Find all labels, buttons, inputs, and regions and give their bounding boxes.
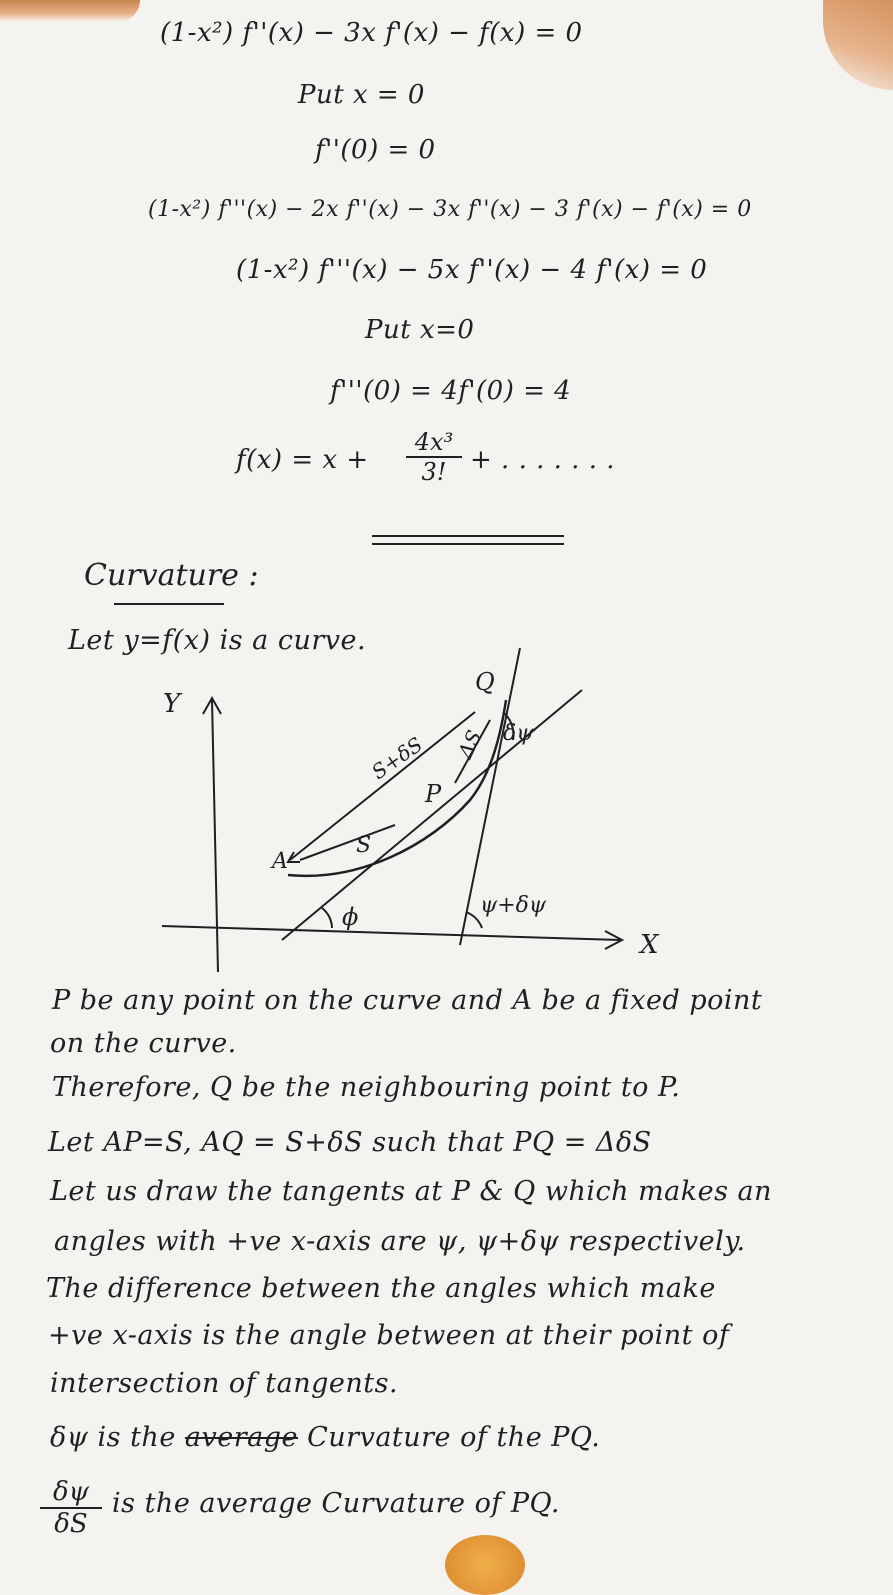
- angle-phi-label: ϕ: [342, 903, 359, 931]
- angle-psi-dpsi-label: ψ+δψ: [480, 893, 547, 918]
- put-x-zero-2: Put x=0: [365, 315, 475, 345]
- equation-3: (1-x²) f'''(x) − 5x f''(x) − 4 f'(x) = 0: [236, 255, 708, 285]
- body-line-10-end: Curvature of the PQ.: [307, 1422, 601, 1453]
- series-rhs: + . . . . . . .: [470, 445, 615, 475]
- equation-2: (1-x²) f'''(x) − 2x f''(x) − 3x f''(x) − 3 f'(x) − f'(x) = 0: [148, 197, 752, 222]
- point-q-label: Q: [475, 668, 495, 696]
- body-line-5: Let us draw the tangents at P & Q which makes an: [50, 1176, 773, 1207]
- equation-1: (1-x²) f''(x) − 3x f'(x) − f(x) = 0: [160, 18, 583, 48]
- body-line-3: Therefore, Q be the neighbouring point to P.: [52, 1072, 681, 1103]
- arc-s-arrow: [300, 825, 395, 860]
- angle-phi-arc: [322, 908, 332, 928]
- series-denominator: 3!: [421, 458, 447, 486]
- point-p-label: P: [425, 780, 442, 808]
- result-2: f'''(0) = 4f'(0) = 4: [330, 376, 572, 406]
- body-line-8: +ve x-axis is the angle between at their point of: [48, 1320, 730, 1351]
- point-a-label: A: [272, 849, 288, 874]
- x-axis-label: X: [640, 930, 659, 960]
- result-1: f''(0) = 0: [315, 135, 436, 165]
- x-axis: [162, 926, 620, 940]
- body-line-10-start: δψ is the: [50, 1422, 176, 1453]
- body-line-7: The difference between the angles which make: [46, 1273, 716, 1304]
- intro-text: Let y=f(x) is a curve.: [68, 625, 367, 656]
- arc-s-ds-label: S+δS: [367, 732, 427, 785]
- fraction-numerator: δψ: [40, 1477, 102, 1509]
- body-line-2: on the curve.: [50, 1028, 237, 1059]
- y-axis: [212, 700, 218, 972]
- struck-word: average: [184, 1422, 299, 1453]
- y-axis-label: Y: [163, 689, 181, 719]
- average-curvature-fraction: [40, 1477, 102, 1539]
- curve: [288, 700, 506, 876]
- arc-s-label: S: [356, 833, 372, 858]
- put-x-zero-1: Put x = 0: [298, 80, 425, 110]
- angle-dpsi-label: δψ: [503, 721, 534, 746]
- series-numerator: 4x³: [406, 428, 462, 458]
- body-line-1: P be any point on the curve and A be a fixed point: [52, 985, 763, 1016]
- body-line-4: Let AP=S, AQ = S+δS such that PQ = ΔδS: [48, 1127, 652, 1158]
- body-line-11: is the average Curvature of PQ.: [112, 1488, 560, 1519]
- fraction-denominator: δS: [54, 1509, 88, 1539]
- section-heading: Curvature :: [84, 558, 259, 593]
- body-line-6: angles with +ve x-axis are ψ, ψ+δψ respectively.: [54, 1226, 746, 1257]
- body-line-10: [50, 1422, 600, 1453]
- arc-s-ds-arrow: [290, 712, 475, 860]
- arc-ds-label: ΔS: [452, 726, 487, 763]
- body-line-9: intersection of tangents.: [50, 1368, 399, 1399]
- series-lhs: f(x) = x +: [236, 445, 369, 475]
